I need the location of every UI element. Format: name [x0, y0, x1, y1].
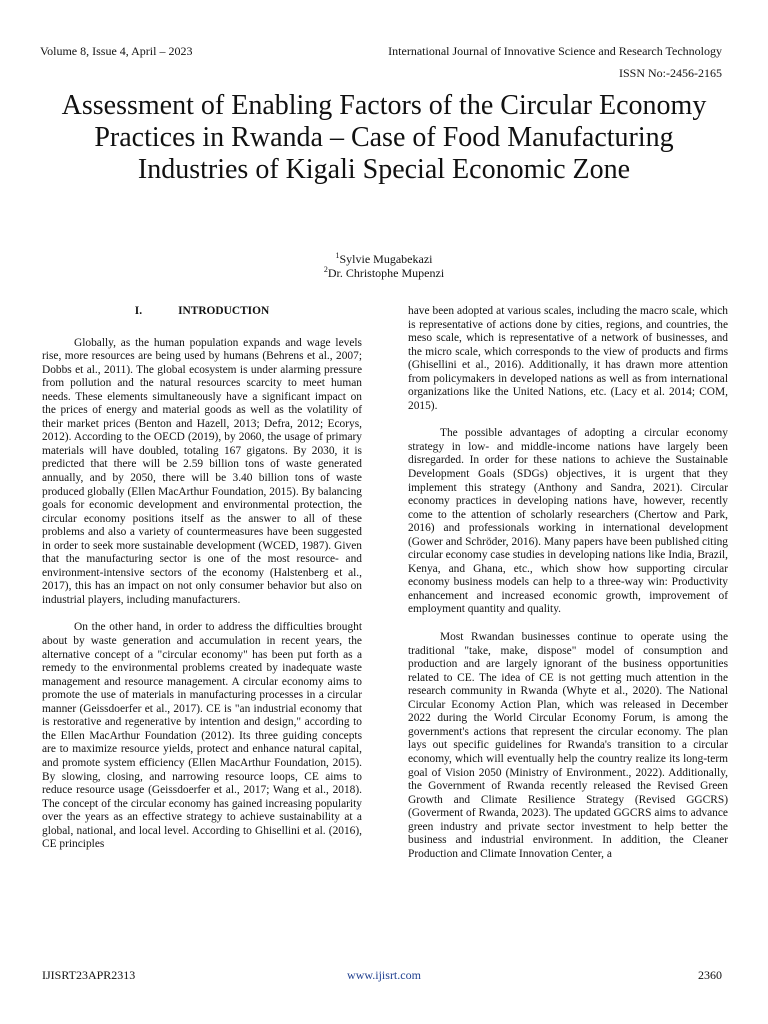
author-1: $^1$Sylvie Mugabekazi	[335, 251, 433, 266]
paragraph: Most Rwandan businesses continue to operate using the traditional "take, make, dispose" model of consumption and production and are largely ignorant of the business opportunities related to CE. The idea of CE is not getting much attention in the research community in Rwanda (Whyte et al., 2020). The National Circular Economy Action Plan, which was released in December 2022 during the World Circular Economy Forum, is among the government's actions that represent the circular economy. The plan lays out specific guidelines for Rwanda's transition to a circular economy, which will eventually help the country realize its long-term goal of Vision 2050 (Ministry of Environment., 2022). Additionally, the Government of Rwanda recently released the Revised Green Growth and Climate Resilience Strategy (Revised GGCRS) (Goverment of Rwanda, 2023). The updated GGCRS aims to advance green industry and private sector investment to help better the business and industrial environment. In addition, the Cleaner Production and Climate Innovation Center, a	[408, 631, 728, 860]
issn: ISSN No:-2456-2165	[618, 66, 722, 80]
section-heading: I. INTRODUCTION	[134, 305, 270, 317]
volume-issue: Volume 8, Issue 4, April – 2023	[40, 44, 193, 58]
journal-url-link[interactable]: www.ijisrt.com	[347, 968, 421, 982]
right-column	[408, 305, 728, 875]
paragraph: The possible advantages of adopting a circular economy strategy in low- and middle-income nations have largely been disregarded. In order for these nations to achieve the Sustainable Development Goals (SDGs) objectives, it is urgent that they implement this strategy (Anthony and Sandra, 2021). Circular economy practices in developing nations have, however, recently come to the attention of scholarly researchers (Chertow and Park, 2016) and professionals working in international development (Gower and Schröder, 2016). Many papers have been published citing circular economy case studies in developing nations like India, Brazil, Kenya, and Ghana, etc., which show how supporting circular economy business models can help to a three-way win: Productivity enhancement and increased economic growth, improvement of employment quantity and quality.	[408, 427, 728, 616]
paper-title: Assessment of Enabling Factors of the Circular Economy Practices in Rwanda – Case of Food Manufacturing Industries of Kigali Special Economic Zone	[61, 90, 707, 185]
article-code: IJISRT23APR2313	[42, 968, 136, 982]
author-2: $^2$Dr. Christophe Mupenzi	[323, 265, 445, 280]
paragraph: On the other hand, in order to address the difficulties brought about by waste generation and accumulation in recent years, the alternative concept of a "circular economy" has been put forth as a remedy to the environmental problems created by inadequate waste management and resource management. A circular economy aims to promote the use of materials in manufacturing processes in a circular manner (Geissdoerfer et al., 2017). CE is "an industrial economy that is restorative and regenerative by intention and design," according to the Ellen MacArthur Foundation (2012). Its three guiding concepts are to maximize resource yields, protect and enhance natural capital, and promote system efficiency (Ellen MacArthur Foundation, 2015). By slowing, closing, and narrowing resource loops, CE aims to reduce resource usage (Geissdoerfer et al., 2017; Wang et al., 2018). The concept of the circular economy has gained increasing popularity over the years as an effective strategy to achieve sustainability at a global, national, and local level. According to Ghisellini et al. (2016), CE principles	[42, 621, 362, 851]
paragraph: have been adopted at various scales, including the macro scale, which is representative of actions done by cities, regions, and countries, the meso scale, which is representative of a network of businesses, and the micro scale, which corresponds to the view of products and firms (Ghisellini et al., 2016). Additionally, it has drawn more attention from policymakers in developed nations as well as from international organizations like the United Nations, etc. (Lacy et al. 2014; COM, 2015).	[408, 305, 728, 412]
journal-name: International Journal of Innovative Science and Research Technology	[388, 44, 722, 58]
page-number: 2360	[698, 968, 722, 982]
paragraph: Globally, as the human population expands and wage levels rise, more resources are being used by humans (Behrens et al., 2007; Dobbs et al., 2011). The global ecosystem is under alarming pressure from pollution and the natural resources scarcity to meet human needs. These elements simultaneously have a significant impact on the prices of energy and material goods as well as the volatility of their market prices (Benton and Hazell, 2013; Defra, 2012; Ecorys, 2012). According to the OECD (2019), by 2060, the usage of primary materials will have doubled, totaling 167 gigatons. By 2030, it is predicted that there will be 2.59 billion tons of waste generated annually, and by 2050, there will be 3.40 billion tons of waste produced globally (Ellen MacArthur Foundation, 2015). By balancing goals for economic development and environmental protection, the circular economy positions itself as the answer to all of these problems and also a variety of countermeasures have been suggested in order to seek more sustainable development (WCED, 1987). Given that the manufacturing sector is one of the most resource- and environment-intensive sectors of the economy (Halstenberg et al., 2017), this has an impact on not only consumer behavior but also on industrial players, including manufacturers.	[42, 336, 362, 606]
left-column	[42, 302, 362, 866]
